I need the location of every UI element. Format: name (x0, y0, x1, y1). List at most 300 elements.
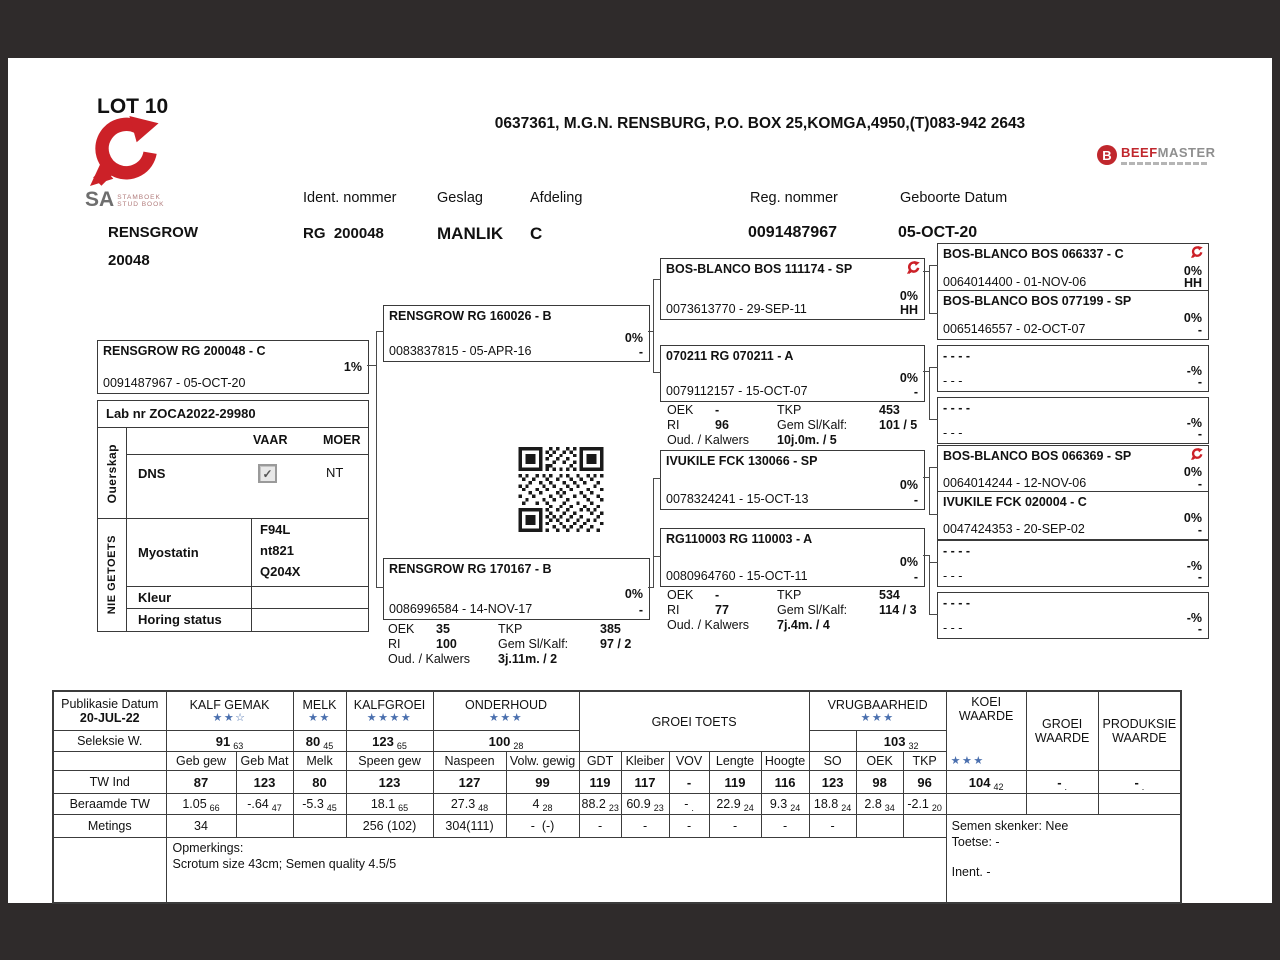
pedigree-box-reg: 0079112157 - 15-OCT-07 (666, 384, 808, 398)
pedigree-box-sire (383, 305, 650, 362)
value: 123 (372, 733, 394, 749)
star-rating: ★★★ (860, 712, 895, 724)
pedigree-connector (653, 279, 654, 373)
seleksie-value (293, 731, 346, 752)
inbreeding-percent: 0% (899, 478, 918, 492)
group-label: KALF GEMAK (189, 698, 270, 712)
beraamde-value (761, 794, 809, 815)
pedigree-box-mark: - (1197, 622, 1202, 636)
stat-label: TKP (777, 588, 802, 602)
label-ident-nommer: Ident. nommer (303, 190, 397, 206)
kleur-label: Kleur (138, 590, 172, 605)
value: -5.3 (302, 797, 324, 811)
pedigree-box-animal (97, 340, 369, 394)
publikasie-date: 20-JUL-22 (79, 711, 140, 725)
value: 4 (532, 797, 540, 811)
stat-label: OEK (667, 403, 694, 417)
toetse-text: Toetse: - (951, 835, 1000, 849)
pedigree-box-name: BOS-BLANCO BOS 066337 - C (943, 247, 1124, 261)
subhead: Geb gew (166, 752, 236, 771)
pedigree-connector (929, 419, 938, 420)
opmerkings-label: Opmerkings: (172, 841, 244, 855)
group-label: KOEI (971, 695, 1002, 709)
metings-value (293, 815, 346, 838)
subhead: Kleiber (621, 752, 669, 771)
pedigree-connector (653, 279, 661, 280)
pedigree-box-name: RENSGROW RG 160026 - B (389, 309, 552, 323)
subhead: Melk (293, 752, 346, 771)
value: 80 (305, 733, 321, 749)
label-geboorte-datum: Geboorte Datum (900, 190, 1008, 206)
pedigree-box-name: IVUKILE FCK 020004 - C (943, 495, 1087, 509)
pedigree-box-reg: - - - (943, 569, 963, 583)
pedigree-connector (929, 467, 938, 468)
inbreeding-percent: -% (1186, 364, 1202, 378)
pedigree-connector (929, 562, 938, 563)
metings-value: - (669, 815, 709, 838)
stat-value: 10j.0m. / 5 (777, 433, 837, 447)
stat-value: - (715, 588, 720, 602)
seleksie-value-empty (809, 731, 856, 752)
beraamde-empty (946, 794, 1026, 815)
stat-label: OEK (388, 622, 415, 636)
subhead: SO (809, 752, 856, 771)
pedigree-box-reg: - - - (943, 621, 963, 635)
stat-label: TKP (777, 403, 802, 417)
semen-info-cell (946, 815, 1181, 904)
accuracy: 23 (653, 803, 664, 813)
metings-label: Metings (53, 815, 166, 838)
myostatin-value-3: Q204X (260, 564, 301, 579)
gen3-4-fertility-stats (667, 588, 925, 633)
pedigree-box-mark: HH (899, 303, 918, 317)
accuracy: 24 (841, 803, 852, 813)
group-label: KALFGROEI (353, 698, 426, 712)
subhead: Volw. gewig (506, 752, 579, 771)
myostatin-value-1: F94L (260, 522, 291, 537)
beraamde-value (166, 794, 236, 815)
horing-row-divider (126, 608, 368, 609)
nie-getoets-section-label: NIE GETOETS (106, 535, 118, 615)
pedigree-box-gen4-8 (937, 592, 1209, 639)
value-geboorte-datum: 05-OCT-20 (898, 224, 978, 241)
stat-value: 7j.4m. / 4 (777, 618, 830, 632)
accuracy: 65 (396, 740, 407, 751)
pedigree-box-gen4-3 (937, 345, 1209, 392)
inent-text: Inent. - (951, 865, 991, 879)
star-rating: ★★☆ (212, 712, 247, 724)
pedigree-box-mark: - (638, 345, 643, 359)
group-groei-toets: GROEI TOETS (579, 691, 809, 752)
ebv-table (52, 690, 1182, 904)
beraamde-value (236, 794, 293, 815)
group-onderhoud (433, 691, 579, 731)
subhead: TKP (903, 752, 946, 771)
vaar-column-header: VAAR (253, 433, 288, 447)
pedigree-box-name: - - - - (943, 401, 971, 415)
group-label: PRODUKSIE (1102, 717, 1177, 731)
beefmaster-beef-text: BEEF (1121, 145, 1158, 160)
accuracy: 47 (271, 803, 282, 813)
value-reg-nommer: 0091487967 (748, 224, 837, 241)
pedigree-box-reg: 0080964760 - 15-OCT-11 (666, 569, 808, 583)
pedigree-connector (929, 367, 938, 368)
dns-sire-checkbox-icon: ✓ (258, 464, 277, 483)
stat-label: Oud. / Kalwers (667, 618, 749, 632)
twind-value: 99 (506, 771, 579, 794)
twind-value: 123 (236, 771, 293, 794)
dns-dam-value: NT (326, 465, 344, 480)
twind-value (946, 771, 1026, 794)
stat-label: Oud. / Kalwers (667, 433, 749, 447)
subhead: Geb Mat (236, 752, 293, 771)
pedigree-box-reg: 0091487967 - 05-OCT-20 (103, 376, 246, 390)
beraamde-value (579, 794, 621, 815)
twind-value: 96 (903, 771, 946, 794)
value-geslag: MANLIK (437, 224, 504, 243)
pedigree-box-mark: - (1197, 375, 1202, 389)
metings-value (903, 815, 946, 838)
group-kalf-gemak (166, 691, 293, 731)
value: -.64 (247, 797, 269, 811)
pedigree-connector (653, 556, 661, 557)
value: 88.2 (581, 797, 606, 811)
group-produksie-waarde (1098, 691, 1181, 771)
value: 22.9 (716, 797, 741, 811)
twind-value: 117 (621, 771, 669, 794)
pedigree-box-gen3-1 (660, 258, 925, 320)
sa-studbook-wordmark (85, 190, 164, 210)
stat-value: 101 / 5 (879, 418, 918, 432)
pedigree-box-reg: 0078324241 - 15-OCT-13 (666, 492, 809, 506)
inbreeding-percent: 0% (1183, 511, 1202, 525)
beraamde-value (346, 794, 433, 815)
semen-skenker-text: Semen skenker: Nee (951, 819, 1069, 833)
metings-value: 304(111) (433, 815, 506, 838)
metings-value (856, 815, 903, 838)
gen3-2-fertility-stats (667, 403, 925, 448)
opmerkings-row-label-empty (53, 838, 166, 904)
stat-value: 385 (600, 622, 621, 636)
pedigree-connector (929, 514, 938, 515)
subhead: Hoogte (761, 752, 809, 771)
pedigree-connector (929, 614, 938, 615)
stat-value: 3j.11m. / 2 (498, 652, 558, 666)
pedigree-box-mark: - (1197, 323, 1202, 337)
metings-value: - (621, 815, 669, 838)
pedigree-box-name: BOS-BLANCO BOS 111174 - SP (666, 262, 853, 276)
stat-label: RI (388, 637, 401, 651)
dns-row-label: DNS (138, 466, 166, 481)
inbreeding-percent: 0% (899, 555, 918, 569)
pedigree-box-mark: - (638, 603, 643, 617)
breeder-contact-line: 0637361, M.G.N. RENSBURG, P.O. BOX 25,KOMGA,4950,(T)083-942 2643 (494, 115, 1026, 132)
kleur-row-divider (126, 586, 368, 587)
group-label: MELK (302, 698, 337, 712)
animal-herd-number: 20048 (108, 252, 150, 269)
pedigree-box-gen3-4 (660, 528, 925, 587)
twind-label: TW Ind (53, 771, 166, 794)
pedigree-connector (653, 372, 661, 373)
inbreeding-percent: 0% (899, 371, 918, 385)
star-rating: ★★★★ (366, 712, 413, 724)
stat-value: 100 (436, 637, 457, 651)
opmerkings-text: Scrotum size 43cm; Semen quality 4.5/5 (172, 857, 397, 871)
stat-label: TKP (498, 622, 523, 636)
beraamde-empty (1098, 794, 1181, 815)
value-afdeling: C (530, 224, 543, 243)
value: 9.3 (769, 797, 788, 811)
accuracy: 65 (398, 803, 409, 813)
beefmaster-tagline (1121, 162, 1207, 165)
twind-value: 119 (709, 771, 761, 794)
stat-value: 97 / 2 (600, 637, 632, 651)
beefmaster-b-icon: B (1097, 145, 1117, 165)
pedigree-box-name: - - - - (943, 349, 971, 363)
metings-value: - (-) (506, 815, 579, 838)
stat-label: OEK (667, 588, 694, 602)
beefmaster-logo (1097, 145, 1216, 165)
subhead-empty (53, 752, 166, 771)
pedigree-box-mark: - (1197, 570, 1202, 584)
pedigree-box-gen4-2 (937, 290, 1209, 340)
subhead: Lengte (709, 752, 761, 771)
sa-studbook-mini-icon (1191, 448, 1204, 461)
beraamde-empty (1026, 794, 1098, 815)
value: 18.8 (813, 797, 839, 811)
seleksie-value (346, 731, 433, 752)
group-kalfgroei (346, 691, 433, 731)
seleksie-value (433, 731, 579, 752)
pedigree-connector (929, 367, 930, 420)
stat-value: 96 (715, 418, 729, 432)
pedigree-box-reg: - - - (943, 374, 963, 388)
stat-value: 453 (879, 403, 900, 417)
beraamde-value (293, 794, 346, 815)
pedigree-box-reg: 0086996584 - 14-NOV-17 (389, 602, 533, 616)
moer-column-header: MOER (323, 433, 361, 447)
beraamde-value (433, 794, 506, 815)
pedigree-box-reg: 0047424353 - 20-SEP-02 (943, 522, 1085, 536)
subhead: VOV (669, 752, 709, 771)
pedigree-box-reg: 0064014244 - 12-NOV-06 (943, 476, 1087, 490)
seleksie-label: Seleksie W. (53, 731, 166, 752)
pedigree-box-name: - - - - (943, 596, 971, 610)
sa-studbook-mini-icon (1191, 246, 1204, 259)
pedigree-box-gen4-5 (937, 445, 1209, 494)
accuracy: 48 (478, 803, 489, 813)
accuracy: 42 (993, 781, 1004, 792)
group-label: WAARDE (1034, 731, 1090, 745)
metings-value (236, 815, 293, 838)
horing-status-label: Horing status (138, 612, 222, 627)
beraamde-value (809, 794, 856, 815)
inbreeding-percent: -% (1186, 416, 1202, 430)
inbreeding-percent: -% (1186, 611, 1202, 625)
accuracy: . (691, 803, 694, 813)
value: -2.1 (907, 797, 929, 811)
pedigree-box-reg: 0064014400 - 01-NOV-06 (943, 275, 1087, 289)
animal-herd-name: RENSGROW (108, 224, 198, 241)
group-groei-waarde (1026, 691, 1098, 771)
seleksie-value (856, 731, 946, 752)
subhead: Naspeen (433, 752, 506, 771)
beefmaster-master-text: MASTER (1157, 145, 1216, 160)
pedigree-box-dam (383, 558, 650, 620)
nie-getoets-divider (251, 519, 252, 631)
label-geslag: Geslag (437, 190, 483, 206)
beraamde-value (621, 794, 669, 815)
inbreeding-percent: -% (1186, 559, 1202, 573)
beraamde-label: Beraamde TW (53, 794, 166, 815)
publikasie-label: Publikasie Datum (61, 697, 159, 711)
pedigree-box-mark: - (913, 570, 918, 584)
twind-value: 123 (346, 771, 433, 794)
group-koei-waarde (946, 691, 1026, 771)
pedigree-box-name: BOS-BLANCO BOS 066369 - SP (943, 449, 1132, 463)
myostatin-label: Myostatin (138, 545, 199, 560)
pedigree-box-reg: - - - (943, 426, 963, 440)
accuracy: 66 (209, 803, 220, 813)
pedigree-box-mark: - (1197, 427, 1202, 441)
pedigree-box-mark: - (1197, 477, 1202, 491)
inbreeding-percent: 0% (624, 587, 643, 601)
sa-wordmark-line1: STAMBOEK (117, 194, 161, 201)
value: 1.05 (182, 797, 207, 811)
pedigree-box-gen3-2 (660, 345, 925, 402)
seleksie-value (166, 731, 293, 752)
pedigree-box-gen3-3 (660, 450, 925, 510)
stat-value: 35 (436, 622, 450, 636)
inbreeding-percent: 0% (1183, 465, 1202, 479)
value: 60.9 (626, 797, 651, 811)
inbreeding-percent: 0% (1183, 311, 1202, 325)
stat-label: Oud. / Kalwers (388, 652, 470, 666)
sa-studbook-logo-icon (88, 116, 162, 186)
twind-value: 80 (293, 771, 346, 794)
pedigree-connector (929, 265, 930, 314)
stat-value: 534 (879, 588, 900, 602)
accuracy: 32 (908, 740, 919, 751)
pedigree-connector (376, 331, 384, 332)
pedigree-box-name: IVUKILE FCK 130066 - SP (666, 454, 818, 468)
metings-value: 34 (166, 815, 236, 838)
pedigree-box-reg: 0065146557 - 02-OCT-07 (943, 322, 1086, 336)
pedigree-box-mark: - (913, 493, 918, 507)
lab-number-text: Lab nr ZOCA2022-29980 (106, 406, 256, 421)
sa-wordmark-text: SA (85, 188, 115, 211)
metings-value: - (761, 815, 809, 838)
inbreeding-percent: 1% (343, 360, 362, 374)
accuracy: 34 (884, 803, 895, 813)
nie-getoets-section-strip (98, 519, 127, 631)
value: - (684, 797, 689, 811)
value-ident-nommer: RG 200048 (303, 225, 384, 242)
pedigree-connector (929, 265, 938, 266)
pedigree-box-name: - - - - (943, 544, 971, 558)
value: 91 (215, 733, 231, 749)
stat-label: Gem Sl/Kalf: (777, 418, 848, 432)
inbreeding-percent: 0% (899, 289, 918, 303)
pedigree-connector (653, 478, 661, 479)
value: 103 (883, 733, 906, 749)
star-rating: ★★★ (950, 755, 985, 767)
stat-value: 77 (715, 603, 729, 617)
pedigree-box-mark: HH (1183, 276, 1202, 290)
accuracy: 45 (326, 803, 337, 813)
accuracy: 28 (513, 740, 524, 751)
accuracy: 24 (790, 803, 801, 813)
label-afdeling: Afdeling (530, 190, 583, 206)
ouerskap-section-label: Ouerskap (105, 443, 119, 504)
pedigree-box-gen4-6 (937, 491, 1209, 540)
pedigree-box-gen4-7 (937, 540, 1209, 587)
pedigree-box-mark: - (1197, 523, 1202, 537)
pedigree-connector (376, 331, 377, 588)
twind-value: 116 (761, 771, 809, 794)
value: 100 (488, 733, 511, 749)
group-melk (293, 691, 346, 731)
pedigree-box-name: 070211 RG 070211 - A (666, 349, 794, 363)
star-rating: ★★★ (488, 712, 524, 724)
publikasie-datum-cell (53, 691, 166, 731)
accuracy: 24 (743, 803, 754, 813)
label-reg-nommer: Reg. nommer (750, 190, 838, 206)
group-label: WAARDE (1112, 731, 1167, 745)
accuracy: . (1064, 781, 1068, 792)
ouerskap-header-row (126, 428, 368, 455)
twind-value: 87 (166, 771, 236, 794)
stat-value: 114 / 3 (879, 603, 917, 617)
sa-wordmark-line2: STUD BOOK (117, 201, 165, 208)
opmerkings-cell (166, 838, 946, 904)
ouerskap-section-strip (98, 428, 127, 519)
pedigree-box-gen4-1 (937, 243, 1209, 293)
value: 104 (968, 774, 991, 790)
group-label: GROEI (1041, 717, 1083, 731)
group-label: ONDERHOUD (465, 698, 547, 712)
stat-label: Gem Sl/Kalf: (777, 603, 848, 617)
beraamde-value (669, 794, 709, 815)
beraamde-value (856, 794, 903, 815)
stat-value: - (715, 403, 720, 417)
value: 27.3 (450, 797, 476, 811)
twind-value: 127 (433, 771, 506, 794)
twind-value: 123 (809, 771, 856, 794)
pedigree-box-name: BOS-BLANCO BOS 077199 - SP (943, 294, 1132, 308)
subhead: GDT (579, 752, 621, 771)
pedigree-box-reg: 0083837815 - 05-APR-16 (389, 344, 532, 358)
accuracy: 45 (323, 740, 334, 751)
pedigree-box-reg: 0073613770 - 29-SEP-11 (666, 302, 807, 316)
qr-code (515, 447, 607, 532)
pedigree-connector (653, 478, 654, 588)
pedigree-connector (929, 555, 930, 615)
group-vrugbaarheid (809, 691, 946, 731)
twind-value: 119 (579, 771, 621, 794)
twind-value: - (669, 771, 709, 794)
metings-value: - (709, 815, 761, 838)
beraamde-value (506, 794, 579, 815)
inbreeding-percent: 0% (624, 331, 643, 345)
group-label: VRUGBAARHEID (827, 698, 928, 712)
value: - (1057, 774, 1062, 790)
metings-value: - (579, 815, 621, 838)
pedigree-box-name: RENSGROW RG 200048 - C (103, 344, 266, 358)
pedigree-box-gen4-4 (937, 397, 1209, 444)
twind-value (1098, 771, 1181, 794)
subhead: Speen gew (346, 752, 433, 771)
